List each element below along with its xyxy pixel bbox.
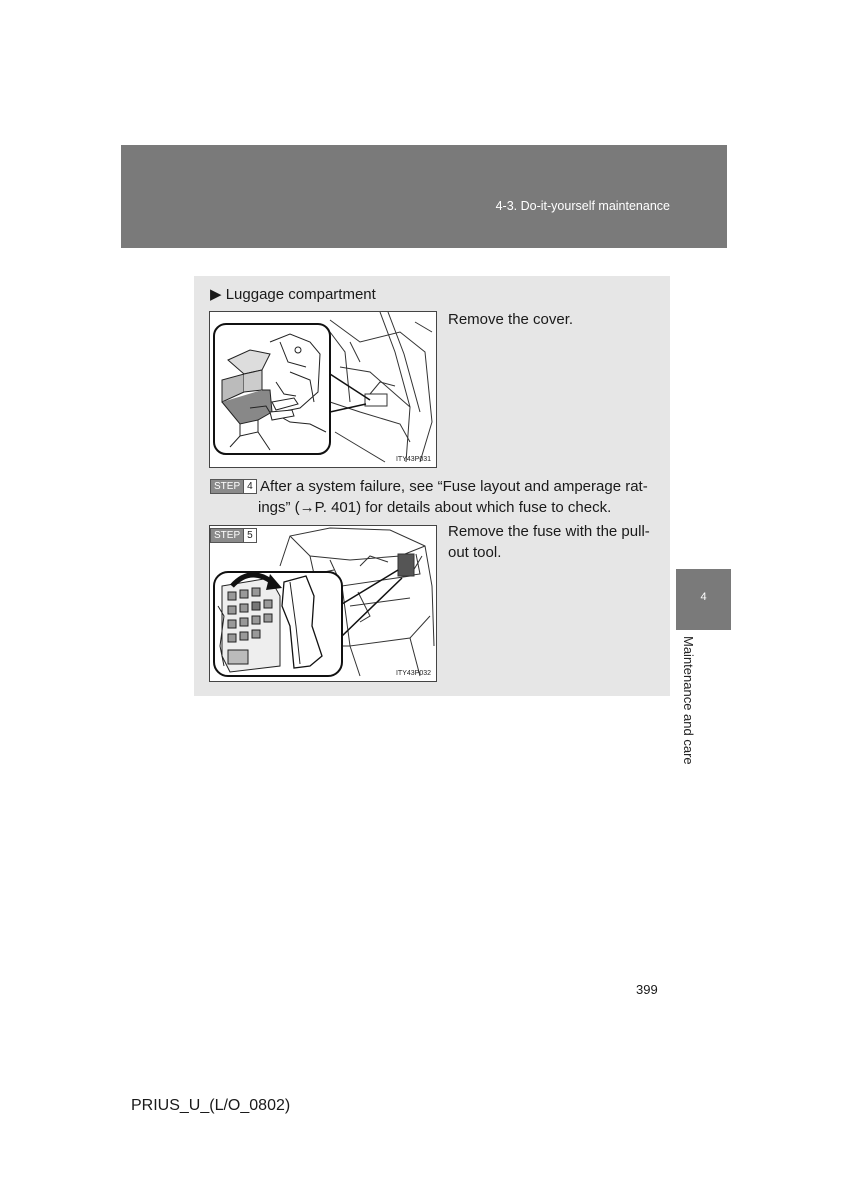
fuse-pull-illustration — [210, 526, 436, 681]
figure-code: ITY43P032 — [395, 670, 431, 677]
step-5-badge: STEP 5 — [210, 528, 257, 543]
step-4-text-line2: ings” (→P. 401) for details about which fuse to check. — [258, 499, 612, 516]
chapter-label: Maintenance and care — [681, 636, 696, 765]
figure-remove-fuse — [209, 525, 437, 682]
section-heading: 4-3. Do-it-yourself maintenance — [495, 199, 670, 213]
content-panel — [194, 276, 670, 696]
chapter-tab — [676, 569, 731, 630]
luggage-cover-illustration — [210, 312, 436, 467]
step-4 — [210, 476, 658, 518]
step-4-text-line1: After a system failure, see “Fuse layout and amperage rat- — [260, 478, 648, 495]
chapter-header-band — [121, 145, 727, 248]
section-title: ▶ Luggage compartment — [210, 286, 376, 303]
figure-code: ITY43P031 — [395, 456, 431, 463]
caption-remove-cover: Remove the cover. — [448, 311, 574, 328]
page-number: 399 — [636, 982, 658, 997]
step-badge: STEP 4 — [210, 479, 257, 494]
document-footer: PRIUS_U_(L/O_0802) — [131, 1097, 291, 1114]
caption-remove-fuse: Remove the fuse with the pull-out tool. — [448, 523, 650, 561]
figure-remove-cover — [209, 311, 437, 468]
chapter-number: 4 — [700, 591, 707, 603]
